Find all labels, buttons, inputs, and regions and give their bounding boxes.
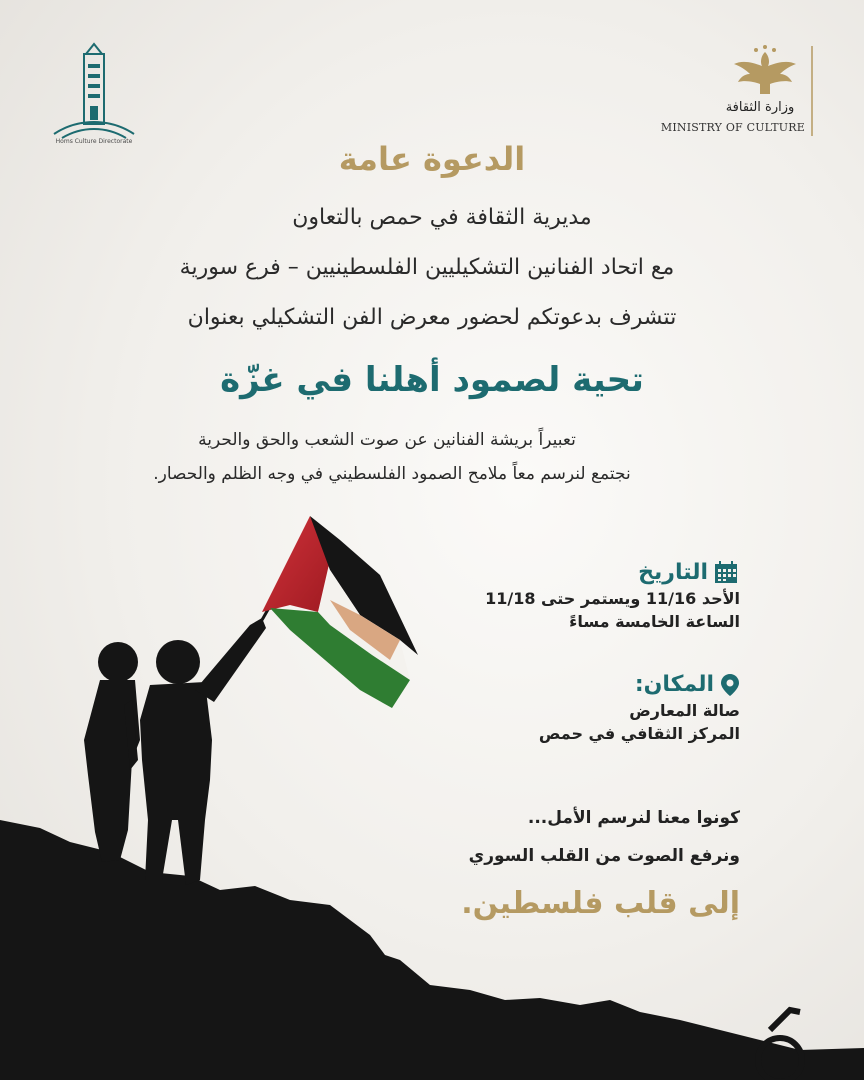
place-line: المركز الثقافي في حمص [538, 724, 740, 743]
exhibition-title: تحية لصمود أهلنا في غزّة [220, 360, 644, 400]
place-heading-row [380, 672, 740, 697]
intro-line: مديرية الثقافة في حمص بالتعاون [292, 205, 592, 230]
date-heading: التاريخ [638, 560, 708, 585]
place-heading: المكان: [634, 672, 714, 697]
eagle-icon [734, 52, 796, 94]
closing-line: ونرفع الصوت من القلب السوري [468, 846, 740, 866]
intro-line: تتشرف بدعوتكم لحضور معرض الفن التشكيلي بعنوان [187, 305, 677, 330]
date-section [380, 560, 740, 631]
place-line: صالة المعارض [629, 701, 740, 720]
closing-line: كونوا معنا لنرسم الأمل... [527, 808, 740, 828]
place-section [380, 672, 740, 743]
child-left-silhouette [84, 642, 140, 862]
child-right-silhouette [140, 618, 266, 885]
ministry-name-en: MINISTRY OF CULTURE [660, 121, 805, 134]
date-heading-row [380, 560, 740, 585]
left-logo-caption: Homs Culture Directorate [55, 138, 133, 145]
location-pin-icon [720, 673, 740, 697]
ministry-name-ar: وزارة الثقافة [725, 100, 795, 115]
description-line: تعبيراً بريشة الفنانين عن صوت الشعب والحق والحرية [198, 430, 576, 450]
calendar-icon [714, 561, 740, 585]
time-line: الساعة الخامسة مساءً [569, 612, 740, 631]
intro-line: مع اتحاد الفنانين التشكيليين الفلسطينيين – فرع سورية [179, 255, 675, 280]
description-line: نجتمع لنرسم معاً ملامح الصمود الفلسطيني في وجه الظلم والحصار. [153, 464, 631, 484]
closing-highlight: إلى قلب فلسطين. [461, 886, 740, 921]
invitation-title: الدعوة عامة [338, 140, 526, 178]
date-line: الأحد 11/16 ويستمر حتى 11/18 [485, 589, 740, 608]
homs-culture-logo [48, 42, 140, 150]
